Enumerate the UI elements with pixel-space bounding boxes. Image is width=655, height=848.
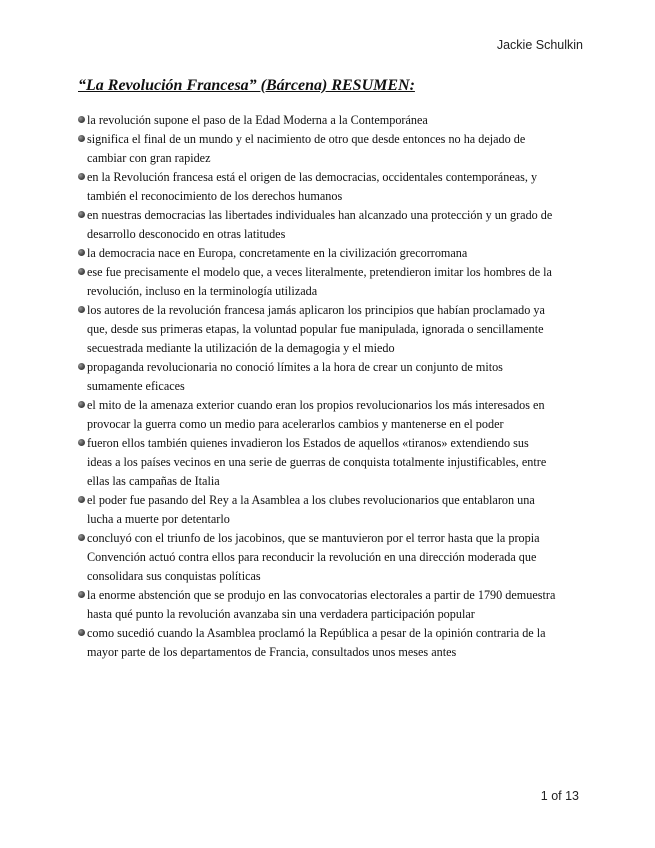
- bullet-item: [78, 624, 556, 662]
- bullet-dot-icon: [78, 268, 85, 275]
- bullet-text: propaganda revolucionaria no conoció límites a la hora de crear un conjunto de mitos sumamente eficaces: [87, 360, 503, 393]
- bullet-text: la democracia nace en Europa, concretamente en la civilización grecorromana: [87, 246, 468, 260]
- bullet-item: [78, 130, 556, 168]
- bullet-dot-icon: [78, 211, 85, 218]
- bullet-text: ese fue precisamente el modelo que, a veces literalmente, pretendieron imitar los hombres de la revolución, incluso en la terminología utilizada: [87, 265, 552, 298]
- bullet-item: [78, 244, 556, 263]
- bullet-text: el mito de la amenaza exterior cuando eran los propios revolucionarios los más interesados en provocar la guerra como un medio para acelerarlos cambios y mantenerse en el poder: [87, 398, 545, 431]
- bullet-dot-icon: [78, 591, 85, 598]
- bullet-item: [78, 396, 556, 434]
- bullet-item: [78, 111, 556, 130]
- bullet-text: en nuestras democracias las libertades individuales han alcanzado una protección y un grado de desarrollo desconocido en otras latitudes: [87, 208, 553, 241]
- bullet-text: la revolución supone el paso de la Edad Moderna a la Contemporánea: [87, 113, 428, 127]
- bullet-dot-icon: [78, 439, 85, 446]
- bullet-item: [78, 586, 556, 624]
- bullet-dot-icon: [78, 173, 85, 180]
- bullet-dot-icon: [78, 135, 85, 142]
- bullet-dot-icon: [78, 496, 85, 503]
- document-title: “La Revolución Francesa” (Bárcena) RESUMEN:: [78, 77, 415, 94]
- bullet-dot-icon: [78, 249, 85, 256]
- bullet-text: la enorme abstención que se produjo en las convocatorias electorales a partir de 1790 demuestra hasta qué punto la revolución avanzaba sin una verdadera participación popular: [87, 588, 556, 621]
- bullet-dot-icon: [78, 116, 85, 123]
- bullet-dot-icon: [78, 534, 85, 541]
- summary-bullet-list: [78, 111, 556, 662]
- bullet-item: [78, 301, 556, 358]
- bullet-text: como sucedió cuando la Asamblea proclamó la República a pesar de la opinión contraria de la mayor parte de los departamentos de Francia, consultados unos meses antes: [87, 626, 546, 659]
- bullet-dot-icon: [78, 401, 85, 408]
- bullet-text: el poder fue pasando del Rey a la Asamblea a los clubes revolucionarios que entablaron una lucha a muerte por detentarlo: [87, 493, 535, 526]
- bullet-dot-icon: [78, 363, 85, 370]
- bullet-item: [78, 358, 556, 396]
- bullet-text: concluyó con el triunfo de los jacobinos, que se mantuvieron por el terror hasta que la propia Convención actuó contra ellos para reconducir la revolución en una dirección moderada que consolidara sus conquistas políticas: [87, 531, 540, 583]
- bullet-item: [78, 491, 556, 529]
- bullet-text: en la Revolución francesa está el origen de las democracias, occidentales contemporáneas, y también el reconocimiento de los derechos humanos: [87, 170, 538, 203]
- bullet-text: los autores de la revolución francesa jamás aplicaron los principios que habían proclamado ya que, desde sus primeras etapas, la voluntad popular fue manipulada, ignorada o sencillamente secuestrada mediante la utilización de la demagogia y el miedo: [87, 303, 545, 355]
- bullet-item: [78, 263, 556, 301]
- bullet-text: fueron ellos también quienes invadieron los Estados de aquellos «tiranos» extendiendo sus ideas a los países vecinos en una serie de guerras de conquista totalmente injustificables, entre ellas las campañas de Italia: [87, 436, 547, 488]
- bullet-item: [78, 206, 556, 244]
- bullet-item: [78, 529, 556, 586]
- page-number: 1 of 13: [540, 789, 579, 803]
- bullet-item: [78, 434, 556, 491]
- bullet-dot-icon: [78, 306, 85, 313]
- bullet-text: significa el final de un mundo y el nacimiento de otro que desde entonces no ha dejado de cambiar con gran rapidez: [87, 132, 526, 165]
- header-author: Jackie Schulkin: [496, 38, 583, 52]
- bullet-dot-icon: [78, 629, 85, 636]
- bullet-item: [78, 168, 556, 206]
